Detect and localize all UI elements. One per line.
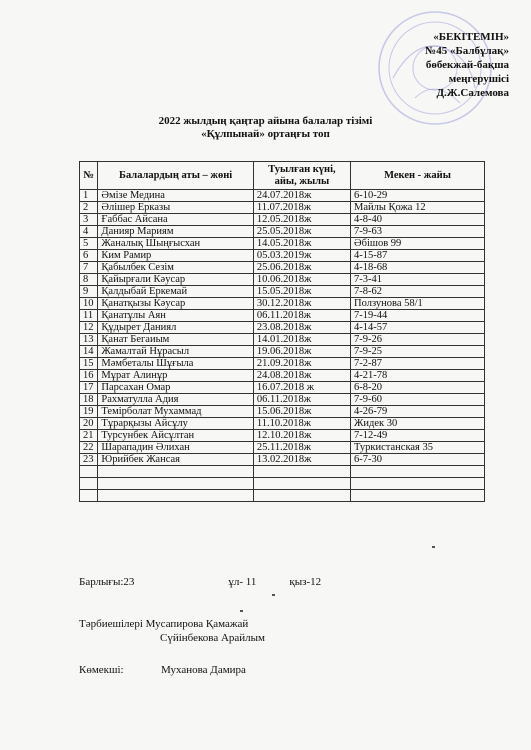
cell-address: 7-3-41	[351, 274, 485, 286]
cell-name: Парсахан Омар	[98, 382, 253, 394]
empty-row	[80, 478, 485, 490]
cell-dob: 06.11.2018ж	[253, 310, 350, 322]
educators-line	[79, 617, 248, 631]
cell-num: 1	[80, 190, 98, 202]
table-row	[80, 226, 485, 238]
table-row	[80, 334, 485, 346]
cell-num: 17	[80, 382, 98, 394]
educators-label: Тәрбиешілері	[79, 618, 143, 630]
cell-dob: 10.06.2018ж	[253, 274, 350, 286]
cell-name: Әмізе Медина	[98, 190, 253, 202]
table-row	[80, 250, 485, 262]
cell-address: Майлы Қожа 12	[351, 202, 485, 214]
cell-name: Құдырет Даниял	[98, 322, 253, 334]
cell-address: 4-21-78	[351, 370, 485, 382]
cell-address: 7-2-87	[351, 358, 485, 370]
cell-num: 18	[80, 394, 98, 406]
cell-dob: 30.12.2018ж	[253, 298, 350, 310]
table-row	[80, 286, 485, 298]
table-row	[80, 274, 485, 286]
approval-line: бөбекжай-бақша	[425, 59, 509, 71]
empty-cell	[98, 466, 253, 478]
speck	[240, 610, 243, 612]
table-row	[80, 238, 485, 250]
cell-name: Рахматулла Адия	[98, 394, 253, 406]
cell-name: Қанатқызы Кәусар	[98, 298, 253, 310]
table-row	[80, 370, 485, 382]
empty-cell	[98, 490, 253, 502]
approval-line: №45 «Балбұлақ»	[425, 45, 509, 57]
cell-address: 7-12-49	[351, 430, 485, 442]
table-row	[80, 346, 485, 358]
table-row	[80, 214, 485, 226]
cell-address: 7-9-26	[351, 334, 485, 346]
cell-num: 5	[80, 238, 98, 250]
cell-name: Тұрарқызы Айсұлу	[98, 418, 253, 430]
cell-address: 7-9-63	[351, 226, 485, 238]
cell-name: Жаналық Шыңғысхан	[98, 238, 253, 250]
speck	[432, 546, 435, 548]
cell-address: 7-19-44	[351, 310, 485, 322]
cell-num: 3	[80, 214, 98, 226]
cell-num: 15	[80, 358, 98, 370]
cell-num: 20	[80, 418, 98, 430]
cell-address: 6-7-30	[351, 454, 485, 466]
cell-address: 6-8-20	[351, 382, 485, 394]
cell-address: 7-8-62	[351, 286, 485, 298]
table-row	[80, 418, 485, 430]
children-table	[79, 161, 485, 502]
educator-name: Мусапирова Қамажай	[145, 618, 249, 630]
empty-cell	[98, 478, 253, 490]
empty-cell	[351, 478, 485, 490]
table-row	[80, 298, 485, 310]
educator-name: Сүйінбекова Арайлым	[160, 632, 266, 644]
cell-dob: 12.10.2018ж	[253, 430, 350, 442]
table-row	[80, 322, 485, 334]
cell-address: 4-15-87	[351, 250, 485, 262]
cell-address: 6-10-29	[351, 190, 485, 202]
cell-address: 4-8-40	[351, 214, 485, 226]
cell-dob: 15.05.2018ж	[253, 286, 350, 298]
cell-num: 2	[80, 202, 98, 214]
cell-name: Қалдыбай Еркемай	[98, 286, 253, 298]
cell-name: Ким Рамир	[98, 250, 253, 262]
cell-num: 23	[80, 454, 98, 466]
assistant-label: Көмекші:	[79, 664, 124, 676]
cell-num: 11	[80, 310, 98, 322]
table-row	[80, 190, 485, 202]
cell-dob: 14.05.2018ж	[253, 238, 350, 250]
table-row	[80, 430, 485, 442]
table-row	[80, 454, 485, 466]
cell-dob: 24.08.2018ж	[253, 370, 350, 382]
cell-num: 7	[80, 262, 98, 274]
cell-dob: 12.05.2018ж	[253, 214, 350, 226]
cell-dob: 23.08.2018ж	[253, 322, 350, 334]
cell-name: Қайырғали Кәусар	[98, 274, 253, 286]
table-row	[80, 310, 485, 322]
cell-address: Ползунова 58/1	[351, 298, 485, 310]
totals-line	[79, 575, 485, 589]
cell-num: 13	[80, 334, 98, 346]
cell-dob: 11.07.2018ж	[253, 202, 350, 214]
empty-cell	[80, 466, 98, 478]
table-body	[80, 190, 485, 502]
cell-address: Әбішов 99	[351, 238, 485, 250]
cell-name: Шарападин Әлихан	[98, 442, 253, 454]
cell-num: 12	[80, 322, 98, 334]
table-row	[80, 382, 485, 394]
cell-dob: 05.03.2019ж	[253, 250, 350, 262]
cell-num: 14	[80, 346, 98, 358]
empty-cell	[351, 466, 485, 478]
cell-name: Данияр Мариям	[98, 226, 253, 238]
cell-address: 4-14-57	[351, 322, 485, 334]
cell-address: Жидек 30	[351, 418, 485, 430]
cell-num: 16	[80, 370, 98, 382]
cell-num: 4	[80, 226, 98, 238]
cell-address: 4-18-68	[351, 262, 485, 274]
cell-name: Темірболат Мухаммад	[98, 406, 253, 418]
cell-num: 8	[80, 274, 98, 286]
table-row	[80, 202, 485, 214]
cell-name: Мұрат Алинұр	[98, 370, 253, 382]
cell-name: Ғаббас Айсана	[98, 214, 253, 226]
total-count: Барлығы:23	[79, 576, 135, 588]
cell-dob: 06.11.2018ж	[253, 394, 350, 406]
document-title: 2022 жылдың қаңтар айына балалар тізімі	[158, 115, 373, 127]
approval-block	[309, 30, 509, 100]
table-row	[80, 442, 485, 454]
cell-dob: 25.06.2018ж	[253, 262, 350, 274]
cell-num: 9	[80, 286, 98, 298]
empty-cell	[351, 490, 485, 502]
cell-name: Қанат Бегаиым	[98, 334, 253, 346]
cell-name: Жамалтай Нұрасыл	[98, 346, 253, 358]
empty-row	[80, 490, 485, 502]
empty-row	[80, 466, 485, 478]
cell-num: 19	[80, 406, 98, 418]
approval-line: меңгерушісі	[448, 73, 509, 85]
empty-cell	[253, 490, 350, 502]
approval-line: Д.Ж.Салемова	[436, 87, 509, 99]
approval-line: «БЕКІТЕМІН»	[433, 31, 509, 43]
cell-address: 7-9-25	[351, 346, 485, 358]
cell-name: Юрийбек Жансая	[98, 454, 253, 466]
cell-address: 7-9-60	[351, 394, 485, 406]
table-row	[80, 262, 485, 274]
cell-name: Қанатұлы Аян	[98, 310, 253, 322]
cell-num: 21	[80, 430, 98, 442]
header-address: Мекен - жайы	[351, 162, 485, 190]
header-num: №	[80, 162, 98, 190]
cell-name: Қабылбек Сезім	[98, 262, 253, 274]
cell-name: Әлішер Ерказы	[98, 202, 253, 214]
cell-dob: 21.09.2018ж	[253, 358, 350, 370]
cell-dob: 16.07.2018 ж	[253, 382, 350, 394]
cell-dob: 24.07.2018ж	[253, 190, 350, 202]
cell-num: 6	[80, 250, 98, 262]
cell-dob: 25.11.2018ж	[253, 442, 350, 454]
cell-dob: 11.10.2018ж	[253, 418, 350, 430]
header-dob: Туылған күні, айы, жылы	[253, 162, 350, 190]
empty-cell	[80, 490, 98, 502]
empty-cell	[253, 466, 350, 478]
empty-cell	[253, 478, 350, 490]
empty-cell	[80, 478, 98, 490]
cell-num: 10	[80, 298, 98, 310]
speck	[272, 594, 275, 596]
table-row	[80, 406, 485, 418]
cell-dob: 13.02.2018ж	[253, 454, 350, 466]
cell-name: Мәмбеталы Шұғыла	[98, 358, 253, 370]
cell-num: 22	[80, 442, 98, 454]
table-row	[80, 358, 485, 370]
cell-dob: 25.05.2018ж	[253, 226, 350, 238]
header-name: Балалардың аты – жөні	[98, 162, 253, 190]
cell-dob: 15.06.2018ж	[253, 406, 350, 418]
cell-address: 4-26-79	[351, 406, 485, 418]
table-row	[80, 394, 485, 406]
cell-name: Турсунбек Айсұлтан	[98, 430, 253, 442]
assistant-name: Муханова Дамира	[161, 664, 246, 676]
girls-count: қыз-12	[289, 576, 322, 588]
boys-count: ұл- 11	[228, 576, 257, 588]
cell-dob: 14.01.2018ж	[253, 334, 350, 346]
table-header-row	[80, 162, 485, 190]
cell-address: Туркистанская 35	[351, 442, 485, 454]
group-title: «Құлпынай» ортаңғы топ	[201, 128, 330, 140]
cell-dob: 19.06.2018ж	[253, 346, 350, 358]
